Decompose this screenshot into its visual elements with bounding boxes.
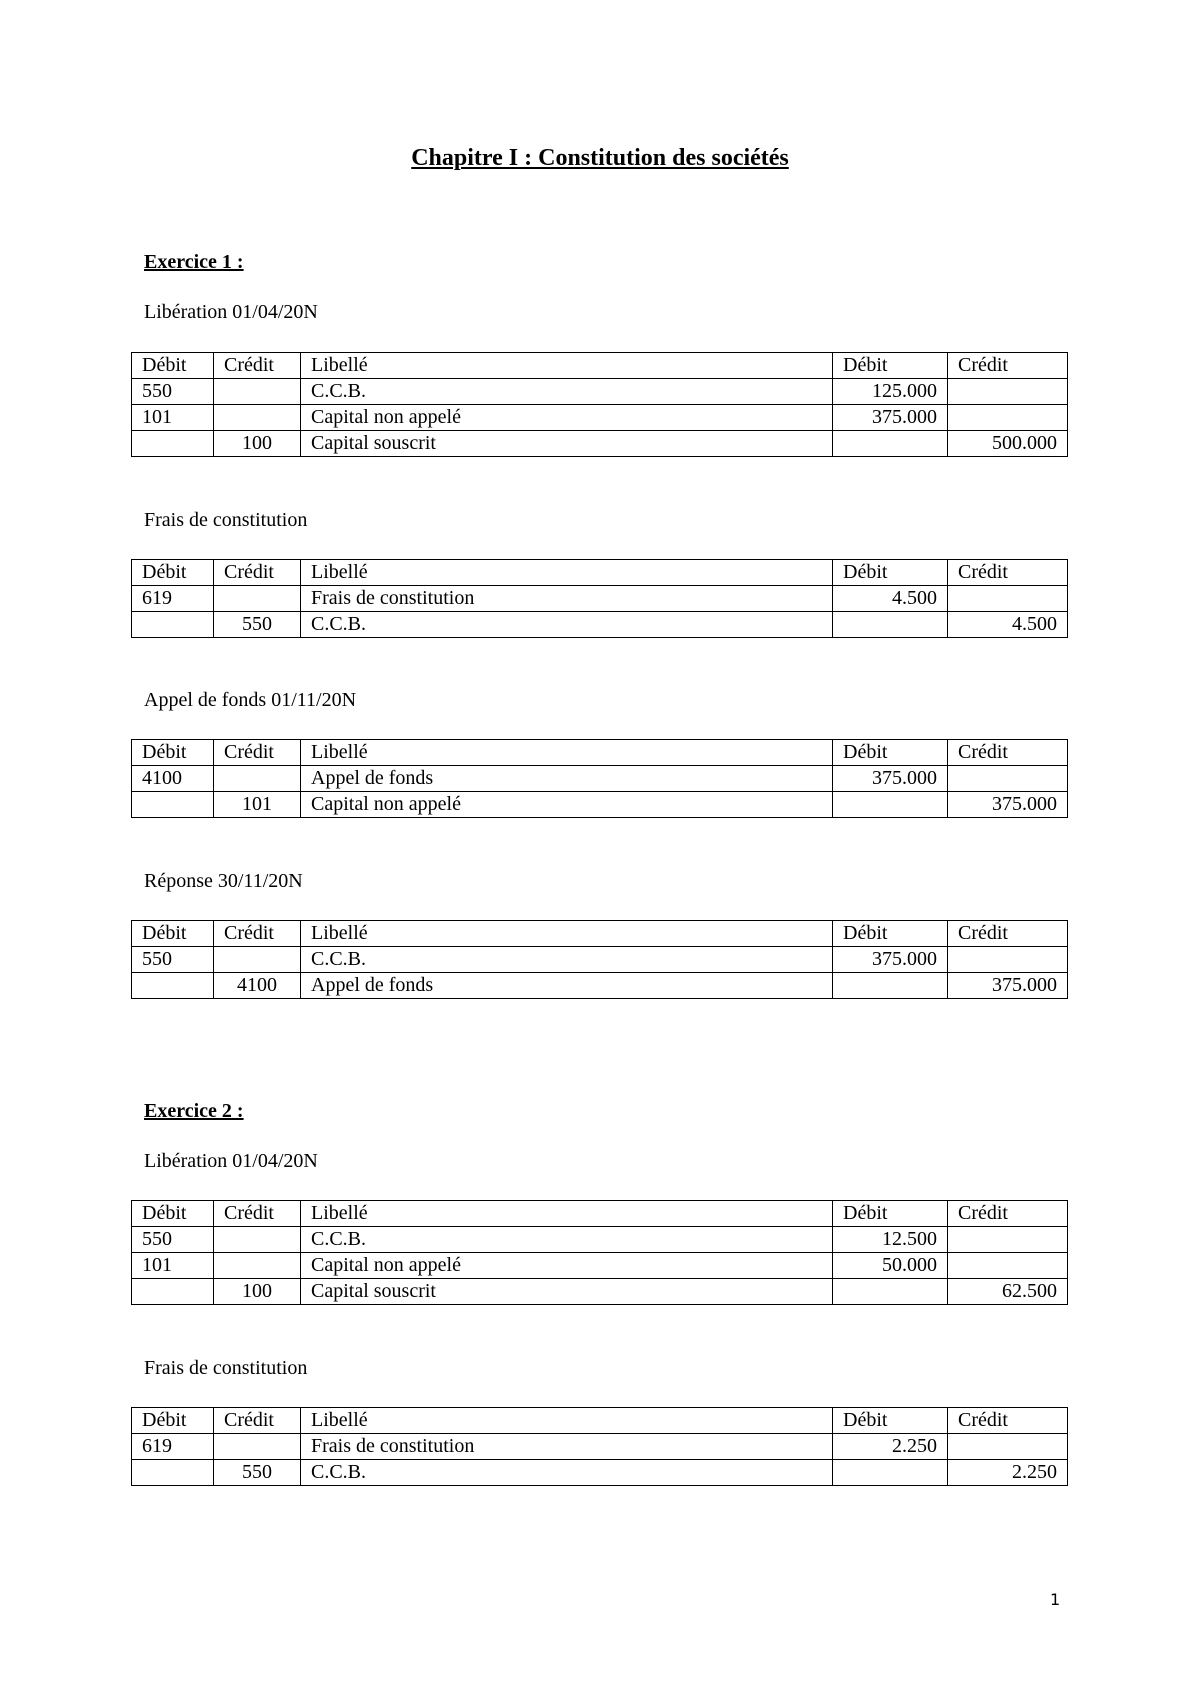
credit-amount-cell: 375.000 (948, 973, 1068, 999)
credit-amount-cell (948, 1434, 1068, 1460)
debit-amount-cell (833, 1460, 948, 1486)
header-debit-account: Débit (132, 740, 214, 766)
exercise-1-heading: Exercice 1 : (144, 251, 244, 273)
debit-account-cell: 550 (132, 947, 214, 973)
header-credit-account: Crédit (214, 1408, 301, 1434)
credit-amount-cell (948, 405, 1068, 431)
header-credit-amount: Crédit (948, 1408, 1068, 1434)
debit-account-cell (132, 1460, 214, 1486)
credit-account-cell (214, 379, 301, 405)
table-row (132, 1279, 1068, 1305)
credit-amount-cell (948, 586, 1068, 612)
credit-amount-cell: 2.250 (948, 1460, 1068, 1486)
header-label: Libellé (301, 560, 833, 586)
label-cell: Capital non appelé (301, 792, 833, 818)
header-label: Libellé (301, 740, 833, 766)
label-cell: C.C.B. (301, 612, 833, 638)
table-row (132, 973, 1068, 999)
label-cell: Appel de fonds (301, 766, 833, 792)
credit-amount-cell: 4.500 (948, 612, 1068, 638)
label-cell: Capital non appelé (301, 405, 833, 431)
credit-amount-cell (948, 1253, 1068, 1279)
page-number: 1 (1050, 1590, 1061, 1609)
credit-account-cell: 101 (214, 792, 301, 818)
credit-account-cell: 100 (214, 1279, 301, 1305)
credit-account-cell (214, 1227, 301, 1253)
credit-amount-cell (948, 1227, 1068, 1253)
header-credit-amount: Crédit (948, 921, 1068, 947)
credit-account-cell: 550 (214, 1460, 301, 1486)
entry-caption: Libération 01/04/20N (144, 301, 318, 323)
table-row (132, 379, 1068, 405)
header-label: Libellé (301, 353, 833, 379)
entry-caption: Frais de constitution (144, 1357, 308, 1379)
credit-amount-cell (948, 947, 1068, 973)
journal-table (131, 920, 1068, 999)
credit-account-cell: 4100 (214, 973, 301, 999)
exercise-2-heading: Exercice 2 : (144, 1100, 244, 1122)
label-cell: C.C.B. (301, 1227, 833, 1253)
debit-account-cell: 550 (132, 379, 214, 405)
debit-account-cell: 4100 (132, 766, 214, 792)
page-title: Chapitre I : Constitution des sociétés (411, 145, 789, 171)
header-credit-amount: Crédit (948, 353, 1068, 379)
credit-amount-cell: 375.000 (948, 792, 1068, 818)
header-debit-amount: Débit (833, 921, 948, 947)
table-header-row (132, 1408, 1068, 1434)
credit-amount-cell (948, 379, 1068, 405)
entry-caption: Réponse 30/11/20N (144, 870, 303, 892)
credit-account-cell (214, 1434, 301, 1460)
debit-account-cell: 101 (132, 1253, 214, 1279)
header-debit-account: Débit (132, 1201, 214, 1227)
credit-account-cell (214, 405, 301, 431)
debit-amount-cell: 125.000 (833, 379, 948, 405)
table-header-row (132, 921, 1068, 947)
debit-account-cell (132, 431, 214, 457)
credit-amount-cell (948, 766, 1068, 792)
header-credit-account: Crédit (214, 560, 301, 586)
header-debit-account: Débit (132, 353, 214, 379)
header-label: Libellé (301, 921, 833, 947)
header-debit-account: Débit (132, 560, 214, 586)
header-credit-account: Crédit (214, 1201, 301, 1227)
credit-account-cell (214, 947, 301, 973)
header-label: Libellé (301, 1201, 833, 1227)
header-debit-account: Débit (132, 1408, 214, 1434)
table-row (132, 766, 1068, 792)
table-header-row (132, 740, 1068, 766)
journal-table (131, 559, 1068, 638)
table-row (132, 586, 1068, 612)
table-row (132, 947, 1068, 973)
header-credit-amount: Crédit (948, 560, 1068, 586)
table-row (132, 1460, 1068, 1486)
debit-amount-cell (833, 612, 948, 638)
label-cell: Capital non appelé (301, 1253, 833, 1279)
debit-amount-cell (833, 1279, 948, 1305)
table-row (132, 405, 1068, 431)
header-credit-account: Crédit (214, 921, 301, 947)
header-credit-account: Crédit (214, 353, 301, 379)
journal-table (131, 1200, 1068, 1305)
debit-account-cell: 619 (132, 586, 214, 612)
label-cell: Frais de constitution (301, 586, 833, 612)
header-label: Libellé (301, 1408, 833, 1434)
credit-account-cell: 100 (214, 431, 301, 457)
label-cell: C.C.B. (301, 1460, 833, 1486)
table-row (132, 792, 1068, 818)
journal-table (131, 352, 1068, 457)
label-cell: C.C.B. (301, 379, 833, 405)
debit-account-cell (132, 1279, 214, 1305)
debit-account-cell (132, 792, 214, 818)
debit-account-cell: 619 (132, 1434, 214, 1460)
debit-amount-cell: 2.250 (833, 1434, 948, 1460)
header-debit-account: Débit (132, 921, 214, 947)
table-header-row (132, 560, 1068, 586)
label-cell: Capital souscrit (301, 1279, 833, 1305)
credit-account-cell (214, 1253, 301, 1279)
debit-amount-cell: 12.500 (833, 1227, 948, 1253)
label-cell: Appel de fonds (301, 973, 833, 999)
table-row (132, 431, 1068, 457)
debit-amount-cell: 4.500 (833, 586, 948, 612)
entry-caption: Appel de fonds 01/11/20N (144, 689, 357, 711)
debit-account-cell (132, 973, 214, 999)
header-debit-amount: Débit (833, 740, 948, 766)
header-debit-amount: Débit (833, 1201, 948, 1227)
debit-amount-cell: 375.000 (833, 766, 948, 792)
label-cell: Frais de constitution (301, 1434, 833, 1460)
table-header-row (132, 1201, 1068, 1227)
debit-account-cell: 101 (132, 405, 214, 431)
debit-amount-cell (833, 431, 948, 457)
header-debit-amount: Débit (833, 1408, 948, 1434)
label-cell: C.C.B. (301, 947, 833, 973)
table-row (132, 1227, 1068, 1253)
debit-amount-cell: 50.000 (833, 1253, 948, 1279)
table-row (132, 612, 1068, 638)
entry-caption: Frais de constitution (144, 509, 308, 531)
credit-account-cell (214, 766, 301, 792)
debit-amount-cell: 375.000 (833, 947, 948, 973)
credit-amount-cell: 62.500 (948, 1279, 1068, 1305)
journal-table (131, 1407, 1068, 1486)
debit-account-cell: 550 (132, 1227, 214, 1253)
header-credit-amount: Crédit (948, 1201, 1068, 1227)
credit-account-cell (214, 586, 301, 612)
table-row (132, 1253, 1068, 1279)
debit-account-cell (132, 612, 214, 638)
debit-amount-cell (833, 973, 948, 999)
header-credit-account: Crédit (214, 740, 301, 766)
header-credit-amount: Crédit (948, 740, 1068, 766)
table-header-row (132, 353, 1068, 379)
header-debit-amount: Débit (833, 560, 948, 586)
debit-amount-cell: 375.000 (833, 405, 948, 431)
entry-caption: Libération 01/04/20N (144, 1150, 318, 1172)
debit-amount-cell (833, 792, 948, 818)
label-cell: Capital souscrit (301, 431, 833, 457)
table-row (132, 1434, 1068, 1460)
credit-account-cell: 550 (214, 612, 301, 638)
header-debit-amount: Débit (833, 353, 948, 379)
journal-table (131, 739, 1068, 818)
credit-amount-cell: 500.000 (948, 431, 1068, 457)
